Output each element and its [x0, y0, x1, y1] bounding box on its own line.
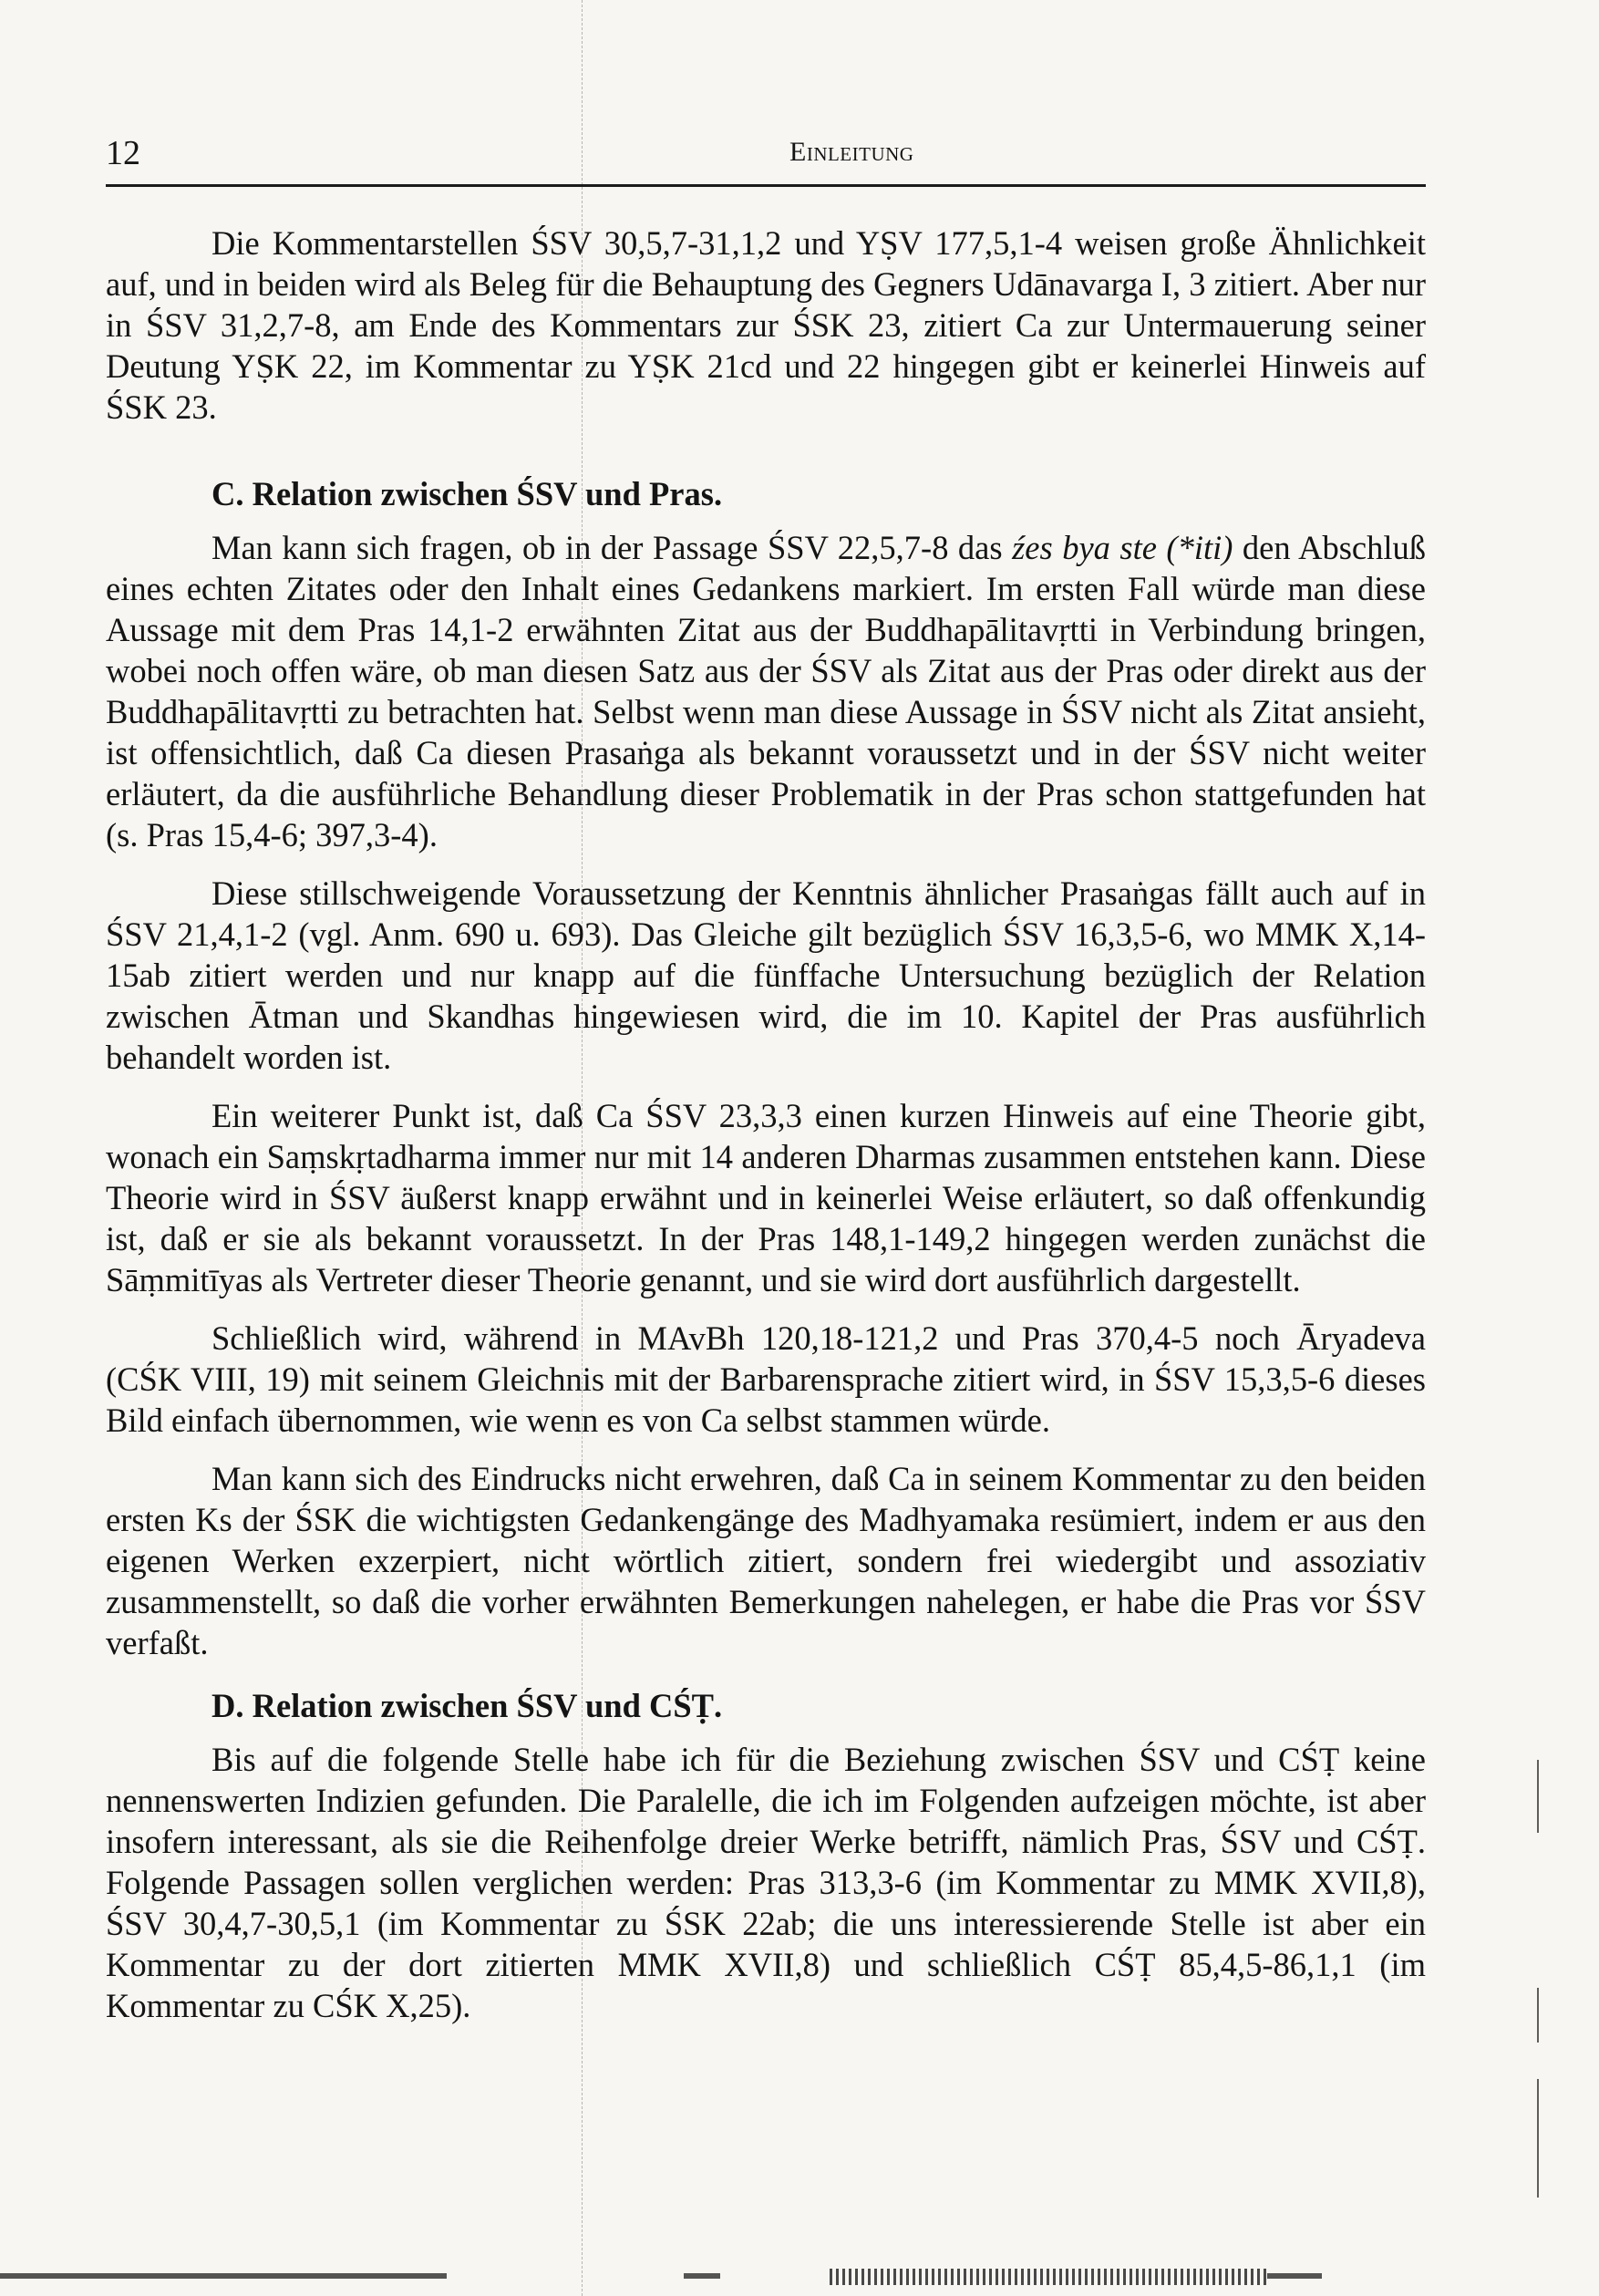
paragraph-2-start: Man kann sich fragen, ob in der Passage ŚSV 22,5,7-8 das [211, 529, 1013, 566]
paragraph-5: Schließlich wird, während in MAvBh 120,18-121,2 und Pras 370,4-5 noch Āryadeva (CŚK VIII, 19) mit seinem Gleichnis mit der Barbarensprache zitiert wird, in ŚSV 15,3,5-6 dieses Bild einfach übernommen, wie wenn es von Ca selbst stammen würde. [106, 1319, 1426, 1439]
paragraph-7: Bis auf die folgende Stelle habe ich für die Beziehung zwischen ŚSV und CŚṬ keine nennenswerten Indizien gefunden. Die Paralelle, die ich im Folgenden aufzeigen möchte, ist aber insofern interessant, als sie die Reihenfolge dreier Werke betrifft, nämlich Pras, ŚSV und CŚṬ. Folgende Passagen sollen verglichen werden: Pras 313,3-6 (im Kommentar zu MMK XVII,8), ŚSV 30,4,7-30,5,1 (im Kommentar zu ŚSK 22ab; die uns interessierende Stelle ist aber ein Kommentar zu der dort zitierten MMK XVII,8) und schließlich CŚṬ 85,4,5-86,1,1 (im Kommentar zu CŚK X,25). [106, 1741, 1426, 2024]
running-head: Einleitung [789, 137, 914, 167]
paragraph-2 [106, 527, 1426, 855]
scan-edge-mark [1537, 1760, 1539, 1833]
paragraph-6: Man kann sich des Eindrucks nicht erwehren, daß Ca in seinem Kommentar zu den beiden ersten Ks der ŚSK die wichtigsten Gedankengänge des Madhyamaka resümiert, indem er aus den eigenen Werken exzerpiert, nicht wörtlich zitiert, sondern frei wiedergibt und assoziativ zusammenstellt, so daß die vorher erwähnten Bemerkungen nahelegen, er habe die Pras vor ŚSV verfaßt. [106, 1460, 1426, 1661]
scan-bottom-hatch [830, 2269, 1267, 2285]
page-header [106, 128, 1426, 182]
scan-bottom-mark [1267, 2273, 1322, 2279]
paragraph-3: Diese stillschweigende Voraussetzung der Kenntnis ähnlicher Prasaṅgas fällt auch auf in ŚSV 21,4,1-2 (vgl. Anm. 690 u. 693). Das Gleiche gilt bezüglich ŚSV 16,3,5-6, wo MMK X,14-15ab zitiert werden und nur knapp auf die fünffache Untersuchung bezüglich der Relation zwischen Ātman und Skandhas hingewiesen wird, die im 10. Kapitel der Pras ausführlich behandelt worden ist. [106, 874, 1426, 1076]
section-c-heading: C. Relation zwischen ŚSV und Pras. [211, 475, 723, 512]
paragraph-1: Die Kommentarstellen ŚSV 30,5,7-31,1,2 und YṢV 177,5,1-4 weisen große Ähnlichkeit auf, und in beiden wird als Beleg für die Behauptung des Gegners Udānavarga I, 3 zitiert. Aber nur in ŚSV 31,2,7-8, am Ende des Kommentars zur ŚSK 23, zitiert Ca zur Untermauerung seiner Deutung YṢK 22, im Kommentar zu YṢK 21cd und 22 hingegen gibt er keinerlei Hinweis auf ŚSK 23. [106, 224, 1426, 426]
page-number: 12 [106, 134, 140, 172]
paragraph-2-end: den Abschluß eines echten Zitates oder den Inhalt eines Gedankens markiert. Im ersten Fall würde man diese Aussage mit dem Pras 14,1-2 erwähnten Zitat aus der Buddhapālitavṛtti in Verbindung bringen, wobei noch offen wäre, ob man diesen Satz aus der ŚSV als Zitat aus der Pras oder direkt aus der Buddhapālitavṛtti zu betrachten hat. Selbst wenn man diese Aussage in ŚSV nicht als Zitat ansieht, ist offensichtlich, daß Ca diesen Prasaṅga als bekannt voraussetzt und in der ŚSV nicht weiter erläutert, da die ausführliche Behandlung dieser Problematik in der Pras schon stattgefunden hat (s. Pras 15,4-6; 397,3-4). [106, 529, 1427, 853]
paragraph-4: Ein weiterer Punkt ist, daß Ca ŚSV 23,3,3 einen kurzen Hinweis auf eine Theorie gibt, wonach ein Saṃskṛtadharma immer nur mit 14 anderen Dharmas zusammen entstehen kann. Diese Theorie wird in ŚSV äußerst knapp erwähnt und in keinerlei Weise erläutert, so daß offenkundig ist, daß er sie als bekannt voraussetzt. In der Pras 148,1-149,2 hingegen werden zunächst die Sāṃmitīyas als Vertreter dieser Theorie genannt, und sie wird dort ausführlich dargestellt. [106, 1097, 1426, 1298]
body-text [106, 222, 1426, 2043]
scan-bottom-mark [684, 2273, 720, 2279]
scan-edge-mark [1537, 1988, 1539, 2043]
scan-bottom-mark [0, 2273, 447, 2279]
scan-edge-mark [1537, 2079, 1539, 2198]
section-d-heading: D. Relation zwischen ŚSV und CŚṬ. [211, 1687, 723, 1724]
tibetan-phrase: źes bya ste (*iti) [1012, 529, 1233, 566]
header-rule [106, 184, 1426, 187]
